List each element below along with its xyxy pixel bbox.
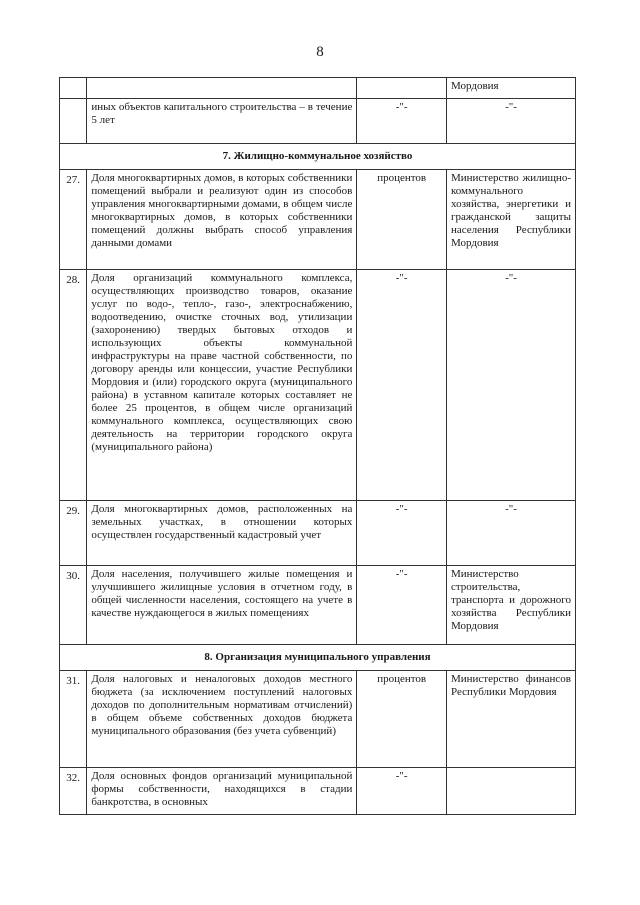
row-number: 31.	[60, 671, 87, 768]
table-row	[60, 501, 576, 566]
row-number: 28.	[60, 270, 87, 501]
row-number: 30.	[60, 566, 87, 645]
executor-cell: Мордовия	[446, 78, 575, 99]
section-header	[60, 144, 576, 170]
unit-cell: -"-	[357, 566, 447, 645]
row-number: 32.	[60, 768, 87, 815]
executor-cell: -"-	[446, 99, 575, 144]
page-number: 8	[316, 44, 324, 60]
executor-cell	[446, 768, 575, 815]
section-title: 7. Жилищно-коммунальное хозяйство	[60, 144, 576, 170]
section-title: 8. Организация муниципального управления	[60, 645, 576, 671]
section-header	[60, 645, 576, 671]
indicator-name: Доля основных фондов организаций муниципальной формы собственности, находящихся в стадии банкротства, в основных	[87, 768, 357, 815]
table-row	[60, 768, 576, 815]
unit-cell: -"-	[357, 501, 447, 566]
table-row	[60, 78, 576, 99]
table-row	[60, 566, 576, 645]
unit-cell: процентов	[357, 671, 447, 768]
unit-cell	[357, 78, 447, 99]
table-row	[60, 99, 576, 144]
row-number: 29.	[60, 501, 87, 566]
indicator-name: Доля многоквартирных домов, в которых собственники помещений выбрали и реализуют один из способов управления многоквартирными домами, в общем числе многоквартирных домов, в которых собственники помещений должны выбрать способ управления данными домами	[87, 170, 357, 270]
unit-cell: -"-	[357, 768, 447, 815]
indicator-name: иных объектов капитального строительства – в течение 5 лет	[87, 99, 357, 144]
table-row	[60, 671, 576, 768]
unit-cell: -"-	[357, 99, 447, 144]
executor-cell: Министерство жилищно-коммунального хозяйства, энергетики и гражданской защиты населения Республики Мордовия	[446, 170, 575, 270]
executor-cell: Министерство финансов Республики Мордовия	[446, 671, 575, 768]
row-number: 27.	[60, 170, 87, 270]
executor-cell: -"-	[446, 270, 575, 501]
executor-cell: Министерство строительства, транспорта и дорожного хозяйства Республики Мордовия	[446, 566, 575, 645]
indicators-table	[59, 77, 576, 815]
unit-cell: процентов	[357, 170, 447, 270]
indicator-name: Доля многоквартирных домов, расположенных на земельных участках, в отношении которых осуществлен государственный кадастровый учет	[87, 501, 357, 566]
indicator-name: Доля налоговых и неналоговых доходов местного бюджета (за исключением поступлений налоговых доходов по дополнительным нормативам отчислений) в общем объеме собственных доходов бюджета муниципального образования (без учета субвенций)	[87, 671, 357, 768]
indicator-name	[87, 78, 357, 99]
unit-cell: -"-	[357, 270, 447, 501]
indicator-name: Доля населения, получившего жилые помещения и улучшившего жилищные условия в отчетном году, в общей численности населения, состоящего на учете в качестве нуждающегося в жилых помещениях	[87, 566, 357, 645]
executor-cell: -"-	[446, 501, 575, 566]
table-row	[60, 170, 576, 270]
row-number	[60, 78, 87, 99]
table-row	[60, 270, 576, 501]
indicator-name: Доля организаций коммунального комплекса, осуществляющих производство товаров, оказание услуг по водо-, тепло-, газо-, электроснабжению, водоотведению, очистке сточных вод, утилизации (захоронению) твердых бытовых отходов и использующих объекты коммунальной инфраструктуры на праве частной собственности, по договору аренды или концессии, участие Республики Мордовия и (или) городского округа (муниципального района) в уставном капитале которых составляет не более 25 процентов, в общем числе организаций коммунального комплекса, осуществляющих свою деятельность на территории городского округа (муниципального района)	[87, 270, 357, 501]
row-number	[60, 99, 87, 144]
